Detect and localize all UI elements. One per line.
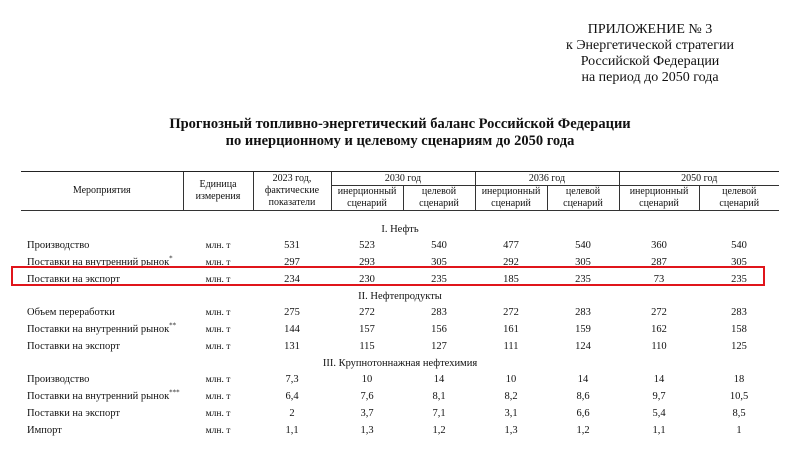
value-cell: 10 [361,374,373,385]
header-2036: 2036 год [475,172,619,186]
footnote-mark: * [169,254,173,263]
row-name-cell [21,338,183,355]
value-cell: 14 [653,374,665,385]
value-cell: 10,5 [729,391,749,402]
value-cell: 14 [433,374,445,385]
table-row [21,321,779,338]
value-cell: 185 [503,274,519,285]
value-cell: 7,1 [432,408,446,419]
value-cell: 360 [651,240,667,251]
header-2036-target: целевой сценарий [547,186,619,211]
value-cell: 3,1 [504,408,518,419]
section-title: II. Нефтепродукты [358,290,442,302]
unit-cell: млн. т [205,425,231,436]
value-cell: 523 [359,240,375,251]
value-cell: 305 [575,257,591,268]
value-cell: 111 [503,341,519,352]
row-name: Поставки на экспорт [27,341,120,352]
value-cell: 1 [736,425,742,436]
value-cell: 234 [284,274,300,285]
unit-cell: млн. т [205,374,231,385]
value-cell: 6,4 [285,391,299,402]
unit-cell: млн. т [205,391,231,402]
table-row [21,237,779,254]
value-cell: 110 [651,341,667,352]
value-cell: 159 [575,324,591,335]
section-header [21,355,779,371]
value-cell: 283 [575,307,591,318]
footnote-mark: *** [169,388,180,397]
value-cell: 8,5 [732,408,746,419]
header-2036-inertial: инерционный сценарий [475,186,547,211]
row-name-cell [21,237,183,254]
row-name: Производство [27,240,90,251]
header-2023-actual: 2023 год, фактические показатели [253,172,331,211]
unit-cell: млн. т [205,307,231,318]
value-cell: 292 [503,257,519,268]
value-cell: 7,3 [285,374,299,385]
table-row [21,304,779,321]
value-cell: 283 [731,307,747,318]
value-cell: 540 [431,240,447,251]
row-name: Импорт [27,425,62,436]
header-2030-inertial: инерционный сценарий [331,186,403,211]
table-body [21,211,779,440]
value-cell: 124 [575,341,591,352]
header-2030-target: целевой сценарий [403,186,475,211]
export-row-highlight [11,266,765,286]
value-cell: 144 [284,324,300,335]
header-2050-target: целевой сценарий [699,186,779,211]
value-cell: 235 [731,274,747,285]
document-title [0,116,800,150]
value-cell: 73 [653,274,665,285]
value-cell: 297 [284,257,300,268]
value-cell: 272 [503,307,519,318]
row-name-cell [21,388,183,405]
row-name: Поставки на внутренний рынок [27,391,170,402]
value-cell: 9,7 [652,391,666,402]
value-cell: 127 [431,341,447,352]
value-cell: 158 [731,324,747,335]
value-cell: 10 [505,374,517,385]
unit-cell: млн. т [205,240,231,251]
unit-cell: млн. т [205,408,231,419]
value-cell: 272 [651,307,667,318]
energy-balance-table [21,171,779,439]
value-cell: 1,1 [652,425,666,436]
value-cell: 5,4 [652,408,666,419]
value-cell: 131 [284,341,300,352]
unit-cell: млн. т [205,341,231,352]
section-header [21,288,779,304]
value-cell: 162 [651,324,667,335]
spacer-cell [21,211,779,222]
value-cell: 1,2 [576,425,590,436]
row-name: Поставки на внутренний рынок [27,257,170,268]
value-cell: 3,7 [360,408,374,419]
value-cell: 305 [731,257,747,268]
table-row [21,388,779,405]
table-row [21,338,779,355]
unit-cell: млн. т [205,324,231,335]
header-measures: Мероприятия [21,172,183,211]
value-cell: 235 [431,274,447,285]
row-name-cell [21,304,183,321]
header-2050: 2050 год [619,172,779,186]
footnote-mark: ** [169,321,177,330]
row-name: Поставки на экспорт [27,274,120,285]
value-cell: 6,6 [576,408,590,419]
row-name: Производство [27,374,90,385]
title-line-1: Прогнозный топливно-энергетический баланс Российской Федерации [169,116,631,132]
header-2030: 2030 год [331,172,475,186]
value-cell: 7,6 [360,391,374,402]
section-title: III. Крупнотоннажная нефтехимия [322,357,478,369]
row-name-cell [21,321,183,338]
value-cell: 1,2 [432,425,446,436]
header-unit: Единица измерения [183,172,253,211]
value-cell: 1,1 [285,425,299,436]
table-row [21,405,779,422]
appendix-number: ПРИЛОЖЕНИЕ № 3 [587,22,713,37]
appendix-line-2: к Энергетической стратегии [566,38,734,53]
section-header [21,221,779,237]
title-line-2: по инерционному и целевому сценариям до 2050 года [225,133,575,149]
value-cell: 156 [431,324,447,335]
value-cell: 305 [431,257,447,268]
value-cell: 540 [575,240,591,251]
value-cell: 235 [575,274,591,285]
value-cell: 161 [503,324,519,335]
value-cell: 540 [731,240,747,251]
value-cell: 8,2 [504,391,518,402]
value-cell: 18 [733,374,745,385]
value-cell: 115 [359,341,375,352]
table-row [21,371,779,388]
value-cell: 157 [359,324,375,335]
value-cell: 8,6 [576,391,590,402]
header-2050-inertial: инерционный сценарий [619,186,699,211]
row-name-cell [21,422,183,439]
value-cell: 1,3 [504,425,518,436]
appendix-line-4: на период до 2050 года [581,70,719,85]
value-cell: 125 [731,341,747,352]
value-cell: 1,3 [360,425,374,436]
value-cell: 8,1 [432,391,446,402]
appendix-header [540,22,760,86]
appendix-line-3: Российской Федерации [580,54,720,69]
row-name-cell [21,371,183,388]
section-title: I. Нефть [381,223,419,235]
value-cell: 531 [284,240,300,251]
value-cell: 230 [359,274,375,285]
unit-cell: млн. т [205,274,231,285]
header-spacer [21,211,779,222]
value-cell: 477 [503,240,519,251]
value-cell: 2 [289,408,295,419]
row-name: Поставки на внутренний рынок [27,324,170,335]
value-cell: 275 [284,307,300,318]
value-cell: 14 [577,374,589,385]
value-cell: 293 [359,257,375,268]
table-row [21,422,779,439]
value-cell: 283 [431,307,447,318]
row-name-cell [21,405,183,422]
row-name: Объем переработки [27,307,115,318]
unit-cell: млн. т [205,257,231,268]
value-cell: 272 [359,307,375,318]
row-name: Поставки на экспорт [27,408,120,419]
value-cell: 287 [651,257,667,268]
